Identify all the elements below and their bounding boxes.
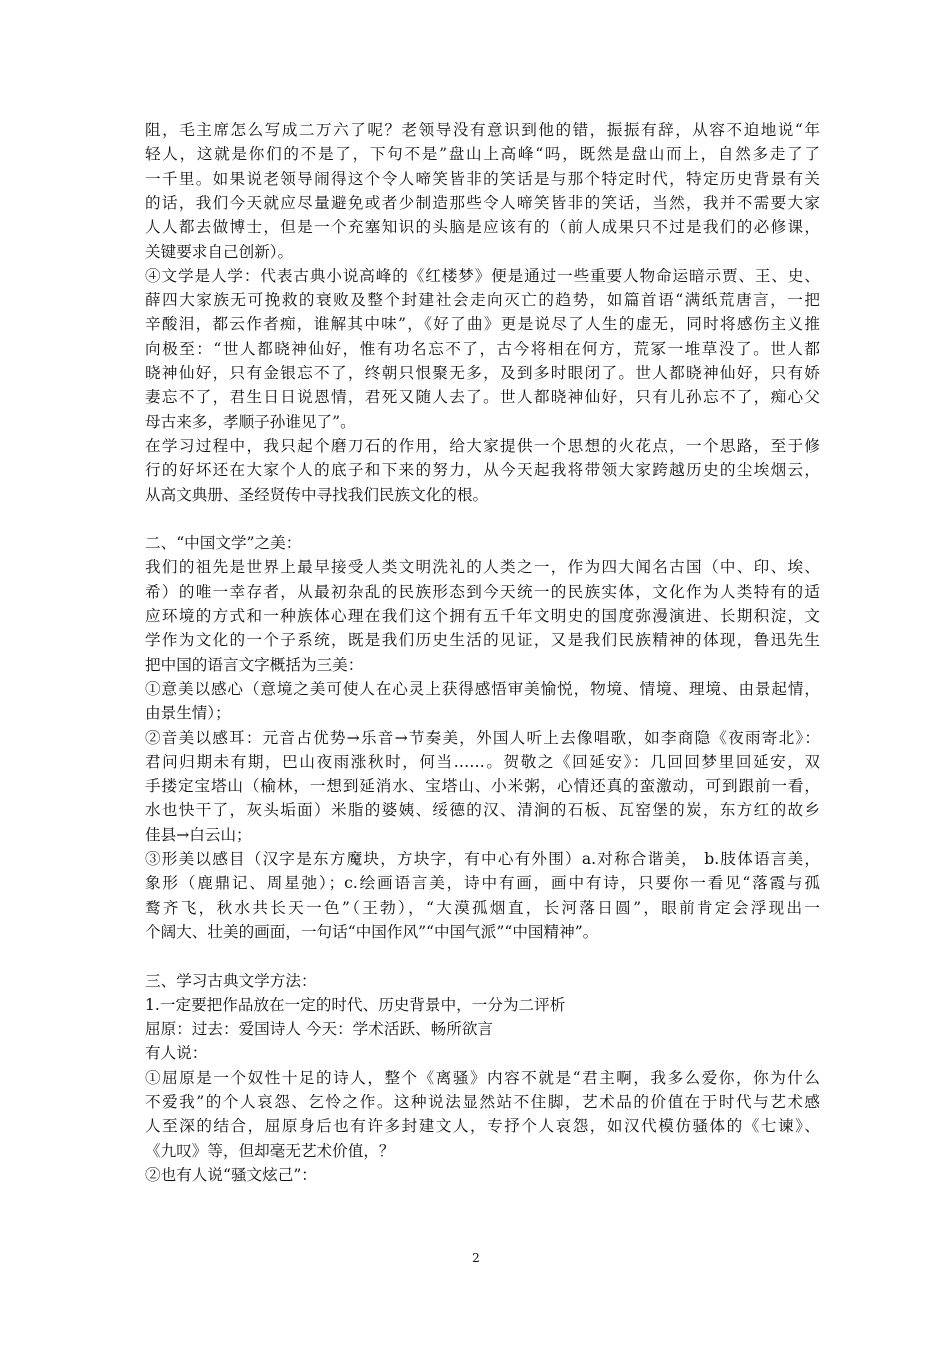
text-line: 1.一定要把作品放在一定的时代、历史背景中，一分为二评析 bbox=[145, 995, 566, 1014]
page-number: 2 bbox=[472, 1251, 480, 1265]
text-line: 薛四大家族无可挽救的衰败及整个封建社会走向灭亡的趋势，如篇首语“满纸荒唐言，一把 bbox=[145, 291, 820, 310]
text-line: 鹜齐飞，秋水共长天一色”（王勃），“大漠孤烟直，长河落日圆”，眼前肯定会浮现出一 bbox=[145, 898, 820, 917]
text-line: 君问归期未有期，巴山夜雨涨秋时，何当……。贺敬之《回延安》：几回回梦里回延安，双 bbox=[145, 752, 820, 771]
text-line: 向极至：“世人都晓神仙好，惟有功名忘不了，古今将相在何方，荒冢一堆草没了。世人都 bbox=[145, 339, 820, 358]
text-line: 阻，毛主席怎么写成二万六了呢？老领导没有意识到他的错，振振有辞，从容不迫地说“年 bbox=[145, 121, 820, 139]
text-line: ①屈原是一个奴性十足的诗人，整个《离骚》内容不就是“君主啊，我多么爱你，你为什么 bbox=[145, 1068, 820, 1087]
text-line: 轻人，这就是你们的不是了，下句不是”盘山上高峰“吗，既然是盘山而上，自然多走了了 bbox=[145, 145, 820, 164]
text-line: 应环境的方式和一种族体心理在我们这个拥有五千年文明史的国度弥漫演进、长期积淀，文 bbox=[145, 607, 820, 625]
text-line: ②音美以感耳：元音占优势→乐音→节奏美，外国人听上去像唱歌，如李商隐《夜雨寄北》： bbox=[145, 728, 820, 747]
text-line: 在学习过程中，我只起个磨刀石的作用，给大家提供一个思想的火花点，一个思路，至于修 bbox=[145, 436, 820, 455]
text-line: 从高文典册、圣经贤传中寻找我们民族文化的根。 bbox=[145, 485, 489, 504]
text-line: ①意美以感心（意境之美可使人在心灵上获得感悟审美愉悦，物境、情境、理境、由景起情， bbox=[145, 679, 820, 698]
text-line: 把中国的语言文字概括为三美： bbox=[145, 655, 364, 674]
text-line: 希）的唯一幸存者，从最初杂乱的民族形态到今天统一的民族实体，文化作为人类特有的适 bbox=[145, 582, 820, 601]
text-line: ②也有人说“骚文炫己”： bbox=[145, 1165, 317, 1184]
text-line: 一千里。如果说老领导闹得这个令人啼笑皆非的笑话是与那个特定时代，特定历史背景有关 bbox=[145, 169, 820, 188]
text-line: 三、学习古典文学方法： bbox=[145, 971, 317, 990]
text-line: 有人说： bbox=[145, 1044, 208, 1063]
text-line: 不爱我”的个人哀怨、乞怜之作。这种说法显然站不住脚，艺术品的价值在于时代与艺术感 bbox=[145, 1093, 820, 1111]
text-line: 手搂定宝塔山（榆林，一想到延消水、宝塔山、小米粥，心情还真的蛮激动，可到跟前一看， bbox=[145, 777, 820, 796]
blank-line bbox=[145, 943, 820, 969]
text-line: 佳县→白云山； bbox=[145, 825, 252, 844]
text-line: 学作为文化的一个子系统，既是我们历史生活的见证，又是我们民族精神的体现，鲁迅先生 bbox=[145, 631, 820, 650]
blank-line bbox=[145, 506, 820, 532]
text-line: 的话，我们今天就应尽量避免或者少制造那些令人啼笑皆非的笑话，当然，我并不需要大家 bbox=[145, 193, 820, 212]
text-line: 屈原：过去：爱国诗人 今天：学术活跃、畅所欲言 bbox=[145, 1020, 494, 1039]
text-line: 由景生情）； bbox=[145, 704, 231, 723]
text-line: 象形（鹿鼎记、周星弛）；c.绘画语言美，诗中有画，画中有诗，只要你一看见“落霞与孤 bbox=[145, 874, 820, 893]
text-line: 母古来多，孝顺子孙谁见了”。 bbox=[145, 412, 356, 431]
text-line: 人人都去做博士，但是一个充塞知识的头脑是应该有的（前人成果只不过是我们的必修课， bbox=[145, 218, 820, 237]
text-line: ④文学是人学：代表古典小说高峰的《红楼梦》便是通过一些重要人物命运暗示贾、王、史、 bbox=[145, 266, 820, 285]
text-line: 《九叹》等，但却毫无艺术价值，？ bbox=[145, 1141, 395, 1160]
text-line: 妻忘不了，君生日日说恩情，君死又随人去了。世人都晓神仙好，只有儿孙忘不了，痴心父 bbox=[145, 388, 820, 407]
text-line: 行的好坏还在大家个人的底子和下来的努力，从今天起我将带领大家跨越历史的尘埃烟云， bbox=[145, 461, 820, 480]
text-line: 水也快干了，灰头垢面）米脂的婆姨、绥德的汉、清涧的石板、瓦窑堡的炭，东方红的故乡 bbox=[145, 801, 820, 820]
text-line: ③形美以感目（汉字是东方魔块，方块字，有中心有外围）a.对称合谐美， b.肢体语言美， bbox=[145, 850, 820, 868]
text-line: 我们的祖先是世界上最早接受人类文明洗礼的人类之一，作为四大闻名古国（中、印、埃、 bbox=[145, 558, 820, 577]
text-line: 人至深的结合，屈原身后也有许多封建文人，专抒个人哀怨，如汉代模仿骚体的《七谏》、 bbox=[145, 1117, 820, 1136]
text-line: 关键要求自己创新）。 bbox=[145, 242, 294, 261]
text-line: 晓神仙好，只有金银忘不了，终朝只恨聚无多，及到多时眼闭了。世人都晓神仙好，只有娇 bbox=[145, 364, 820, 382]
text-line: 辛酸泪，都云作者痴，谁解其中味”，《好了曲》更是说尽了人生的虚无，同时将感伤主义推 bbox=[145, 315, 820, 334]
text-line: 个阔大、壮美的画面，一句话“中国作风”“中国气派”“中国精神”。 bbox=[145, 922, 599, 941]
text-line: 二、“中国文学”之美： bbox=[145, 534, 302, 553]
